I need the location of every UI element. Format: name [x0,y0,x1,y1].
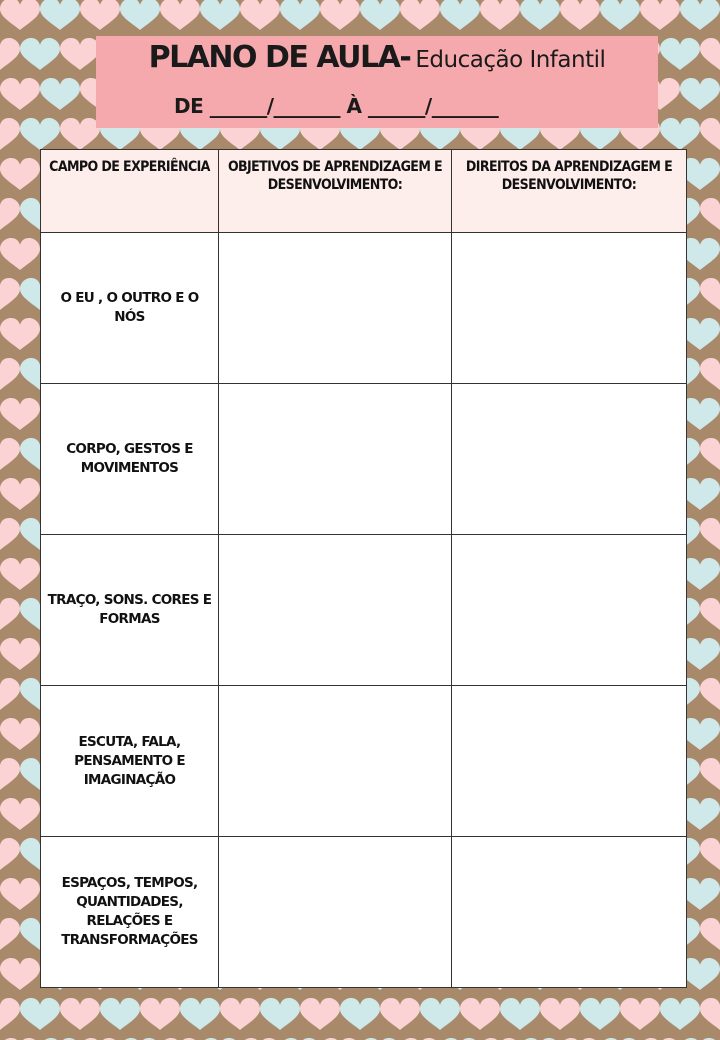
heart-icon [0,798,40,830]
objetivos-cell[interactable] [219,837,452,988]
heart-icon [0,518,20,550]
lesson-plan-table [40,149,687,988]
heart-icon [460,998,500,1030]
heart-icon [80,0,120,30]
heart-icon [0,38,20,70]
heart-icon [480,0,520,30]
objetivos-cell[interactable] [219,384,452,535]
heart-icon [700,118,720,150]
field-label: ESCUTA, FALA, PENSAMENTO E IMAGINAÇÃO [41,686,219,837]
heart-icon [200,0,240,30]
heart-icon [600,0,640,30]
heart-icon [0,238,40,270]
heart-icon [560,0,600,30]
table-row [41,384,687,535]
heart-icon [520,0,560,30]
date-range-line: DE ______/_______ À ______/_______ [174,94,499,118]
heart-icon [540,998,580,1030]
heart-icon [0,958,40,990]
heart-icon [660,998,700,1030]
heart-icon [60,118,100,150]
direitos-cell[interactable] [452,837,687,988]
field-label: TRAÇO, SONS. CORES E FORMAS [41,535,219,686]
heart-icon [0,0,40,30]
heart-icon [0,438,20,470]
heart-icon [700,838,720,870]
heart-icon [140,998,180,1030]
heart-icon [400,0,440,30]
heart-icon [700,998,720,1030]
heart-icon [680,0,720,30]
direitos-cell[interactable] [452,233,687,384]
heart-icon [220,998,260,1030]
heart-icon [700,278,720,310]
table-row [41,686,687,837]
heart-icon [700,598,720,630]
heart-icon [700,438,720,470]
heart-icon [660,118,700,150]
heart-icon [280,0,320,30]
table-row [41,837,687,988]
heart-icon [700,38,720,70]
heart-icon [0,638,40,670]
heart-icon [20,38,60,70]
title-subtitle: Educação Infantil [415,47,606,73]
heart-icon [320,0,360,30]
field-label: O EU , O OUTRO E O NÓS [41,233,219,384]
heart-icon [60,998,100,1030]
heart-icon [40,78,80,110]
heart-icon [620,998,660,1030]
heart-icon [0,598,20,630]
title-separator: - [399,40,411,75]
heart-icon [0,118,20,150]
heart-icon [0,78,40,110]
heart-icon [680,78,720,110]
heart-icon [240,0,280,30]
header-direitos: DIREITOS DA APRENDIZAGEM E DESENVOLVIMENTO: [452,150,687,233]
heart-icon [0,158,40,190]
heart-icon [60,38,100,70]
heart-icon [700,198,720,230]
heart-icon [160,0,200,30]
heart-icon [700,758,720,790]
table-header-row [41,150,687,233]
heart-icon [500,998,540,1030]
objetivos-cell[interactable] [219,535,452,686]
heart-icon [0,318,40,350]
heart-icon [700,678,720,710]
table-row [41,233,687,384]
heart-icon [360,0,400,30]
heart-icon [0,838,20,870]
heart-icon [20,118,60,150]
heart-icon [0,758,20,790]
heart-icon [380,998,420,1030]
header-campo-experiencia: CAMPO DE EXPERIÊNCIA [41,150,219,233]
page-title [96,40,658,75]
direitos-cell[interactable] [452,686,687,837]
heart-icon [300,998,340,1030]
heart-icon [0,718,40,750]
header-objetivos: OBJETIVOS DE APRENDIZAGEM E DESENVOLVIMENTO: [219,150,452,233]
heart-icon [340,998,380,1030]
objetivos-cell[interactable] [219,686,452,837]
field-label: ESPAÇOS, TEMPOS, QUANTIDADES, RELAÇÕES E TRANSFORMAÇÕES [41,837,219,988]
heart-icon [0,198,20,230]
heart-icon [660,38,700,70]
heart-icon [700,518,720,550]
heart-icon [20,998,60,1030]
heart-icon [440,0,480,30]
heart-icon [640,0,680,30]
heart-icon [0,678,20,710]
heart-icon [260,998,300,1030]
title-banner [96,36,658,128]
objetivos-cell[interactable] [219,233,452,384]
heart-icon [420,998,460,1030]
heart-icon [0,358,20,390]
heart-icon [100,998,140,1030]
heart-icon [0,278,20,310]
heart-icon [0,878,40,910]
heart-icon [120,0,160,30]
heart-icon [180,998,220,1030]
heart-icon [0,398,40,430]
heart-icon [700,358,720,390]
heart-icon [0,558,40,590]
direitos-cell[interactable] [452,535,687,686]
heart-icon [0,478,40,510]
direitos-cell[interactable] [452,384,687,535]
field-label: CORPO, GESTOS E MOVIMENTOS [41,384,219,535]
heart-icon [580,998,620,1030]
heart-icon [0,918,20,950]
heart-icon [0,998,20,1030]
heart-icon [700,918,720,950]
table-row [41,535,687,686]
title-main: PLANO DE AULA [148,40,400,75]
heart-icon [40,0,80,30]
